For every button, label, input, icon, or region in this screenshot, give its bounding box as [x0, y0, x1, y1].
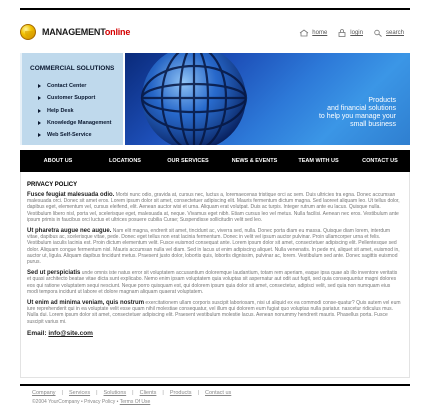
solutions-item-label: Help Desk	[47, 107, 74, 114]
footer-separator: |	[96, 390, 98, 396]
logo[interactable]	[20, 23, 130, 41]
footer-links	[32, 389, 410, 397]
email-row	[27, 330, 401, 337]
copyright-text: ©2004 YourCompany • Privacy Policy •	[32, 399, 119, 405]
footer-link-products[interactable]: Products	[169, 390, 192, 396]
home-icon	[299, 29, 309, 37]
solutions-item-help-desk[interactable]	[30, 105, 123, 117]
page-title: PRIVACY POLICY	[27, 182, 78, 188]
header	[20, 14, 410, 52]
brand-accent: online	[104, 27, 131, 37]
top-nav-home[interactable]	[299, 29, 327, 37]
nav-our-services[interactable]: OUR SERVICES	[167, 158, 209, 164]
solutions-item-label: Knowledge Management	[47, 120, 112, 127]
email-label: Email:	[27, 329, 47, 337]
hero-section	[20, 53, 410, 145]
footer-link-solutions[interactable]: Solutions	[103, 390, 127, 396]
hero-line-3: to help you manage your	[318, 113, 396, 120]
paragraph-lead: Ut pharetra augue nec augue.	[27, 228, 112, 235]
solutions-item-contact-center[interactable]	[30, 80, 123, 92]
nav-locations[interactable]: LOCATIONS	[109, 158, 141, 164]
logo-text	[42, 27, 130, 37]
terms-of-use-link[interactable]: Terms Of Use	[119, 399, 151, 405]
solutions-item-web-self-service[interactable]	[30, 129, 123, 141]
email-link[interactable]: info@site.com	[48, 329, 93, 337]
paragraph-text: exercitationem ullam corporis suscipit laboriosam, nisi ut aliquid ex ea commodi conse-quatur? Quis autem vel eum iure reprehenderit qui in ea voluptate velit esse quam nihil molestiae consequatur, vel illum qui dolorem eum fugiat quo voluptas nulla pariatur. nascetur ridiculus mus. Nulla dui. Lorem ipsum dolor sit amet, consectetuer adipiscing elit. Praesent vestibulum molestie lacus. Aenean nonummy hendrerit mauris. Phasellus porta. Fusce suscipit varius mi.	[27, 300, 401, 325]
triangle-bullet-icon	[38, 84, 41, 88]
solutions-item-knowledge-management[interactable]	[30, 117, 123, 129]
top-nav-search-label: search	[385, 30, 404, 36]
hero-tagline	[319, 97, 396, 129]
solutions-item-customer-support[interactable]	[30, 92, 123, 104]
content-paragraph	[27, 228, 401, 265]
commercial-solutions-panel	[20, 53, 123, 145]
content-paragraph	[27, 300, 401, 325]
footer-copyright	[32, 399, 410, 405]
triangle-bullet-icon	[38, 109, 41, 113]
solutions-item-label: Contact Center	[47, 83, 87, 90]
top-nav-login-label: login	[350, 30, 363, 36]
content-paragraph	[27, 270, 401, 295]
footer-link-company[interactable]: Company	[32, 390, 56, 396]
solutions-list	[30, 80, 123, 141]
logo-globe-icon	[20, 24, 36, 40]
main-content	[20, 172, 410, 378]
footer-separator: |	[132, 390, 134, 396]
hero-line-2: and financial solutions	[327, 105, 396, 112]
solutions-item-label: Web Self-Service	[47, 132, 92, 139]
footer-separator: |	[197, 390, 199, 396]
paragraph-text: unde omnis iste natus error sit voluptatem accusantium doloremque laudantium, totam rem aperiam, eaque ipsa quae ab illo inventore veritatis et quasi architecto beatae vitae dicta sunt explicabo. Nemo enim ipsam voluptatem quia voluptas sit aspernatur aut odit aut fugit, sed quia consequuntur magni dolores eos qui ratione voluptatem sequi nesciunt. Neque porro quisquam est, qui dolorem ipsum quia dolor sit amet, consectetur, adipisci velit, sed quia non numquam eius modi tempora incidunt ut labore et dolore magnam aliquam quaerat voluptatem.	[27, 270, 398, 295]
paragraph-lead: Sed ut perspiciatis	[27, 270, 81, 277]
top-nav	[289, 29, 404, 37]
footer-link-contact-us[interactable]: Contact us	[205, 390, 232, 396]
paragraph-lead: Ut enim ad minima veniam, quis nostrum	[27, 300, 145, 307]
triangle-bullet-icon	[38, 133, 41, 137]
login-icon	[337, 29, 347, 37]
footer-link-clients[interactable]: Clients	[139, 390, 157, 396]
triangle-bullet-icon	[38, 96, 41, 100]
hero-banner	[125, 53, 410, 145]
top-rule	[20, 8, 410, 10]
footer-separator: |	[162, 390, 164, 396]
top-nav-search[interactable]	[373, 29, 404, 37]
paragraph-text: Nam elit magna, endrerit sit amet, tincidunt ac, viverra sed, nulla. Donec porta diam eu massa. Quisque diam lorem, interdum vitae, dapibus ac, scelerisque vitae, pede. Donec eget tellus non erat lacinia fermentum. Donec in velit vel ipsum auctor pulvinar. Proin ullamcorper urna et felis. Vestibulum iaculis lacinia est. Proin dictum elementum velit. Fusce euismod consequat ante. Lorem ipsum dolor sit amet, consectetuer adipiscing elit. Pellentesque sed dolor. Aliquam congue fermentum nisl. Mauris accumsan nulla vel diam. Sed in lacus ut enim adipiscing aliquet. Nulla venenatis. In pede mi, aliquet sit amet, euismod in, auctor ut, ligula. Aliquam dapibus tincidunt metus. Praesent justo dolor, lobortis quis, lobortis dignissim, pulvinar ac, lorem. Vestibulum sed ante. Donec sagittis euismod purus.	[27, 228, 400, 266]
triangle-bullet-icon	[38, 121, 41, 125]
hero-line-4: small business	[350, 121, 396, 128]
nav-contact-us[interactable]: CONTACT US	[362, 158, 398, 164]
top-nav-login[interactable]	[337, 29, 363, 37]
solutions-item-label: Customer Support	[47, 95, 96, 102]
main-nav	[20, 150, 410, 172]
nav-news-events[interactable]: NEWS & EVENTS	[231, 158, 278, 164]
hero-line-1: Products	[368, 97, 396, 104]
paragraph-lead: Fusce feugiat malesuada odio.	[27, 192, 115, 198]
paragraph-text: Morbi nunc odio, gravida at, cursus nec, luctus a, loremaecenas tristique orci ac sem. Duis ultricies tra egna. Donec accumsan malesuada orci. Donec sit amet eros. Lorem ipsum dolor sit amet, consectetuer adipiscing elit. Mauris fermentum dictum magna. Sed laoreet aliquam leo. Ut tellus dolor, dapibus eget, elementum vel, cursus eleifend, elit. Aenean auctor wisi et urna. Aliquam erat volutpat. Duis ac turpis. Integer rutrum ante eu lacus. Quisque nulla. Vestibulum libero nisl, porta vel, scelerisque eget, malesuada at, neque. Vivamus eget nibh. Etiam cursus leo vel metus. Nulla facilisi. Aenean nec eros. Vestibulum ante ipsum primis in faucibus orci luctus et ultrices posuere cubilia Curae; Suspendisse sollicitudin velit sed leo.	[27, 192, 400, 223]
top-nav-home-label: home	[312, 30, 328, 36]
nav-about-us[interactable]: ABOUT US	[43, 158, 73, 164]
brand-name: MANAGEMENT	[42, 27, 105, 37]
content-paragraph	[27, 192, 401, 223]
globe-image	[139, 53, 249, 145]
nav-team-with-us[interactable]: TEAM WITH US	[298, 158, 339, 164]
solutions-title: COMMERCIAL SOLUTIONS	[30, 65, 115, 72]
footer-separator: |	[61, 390, 63, 396]
search-icon	[373, 29, 383, 37]
footer	[20, 384, 410, 410]
footer-link-services[interactable]: Services	[68, 390, 91, 396]
